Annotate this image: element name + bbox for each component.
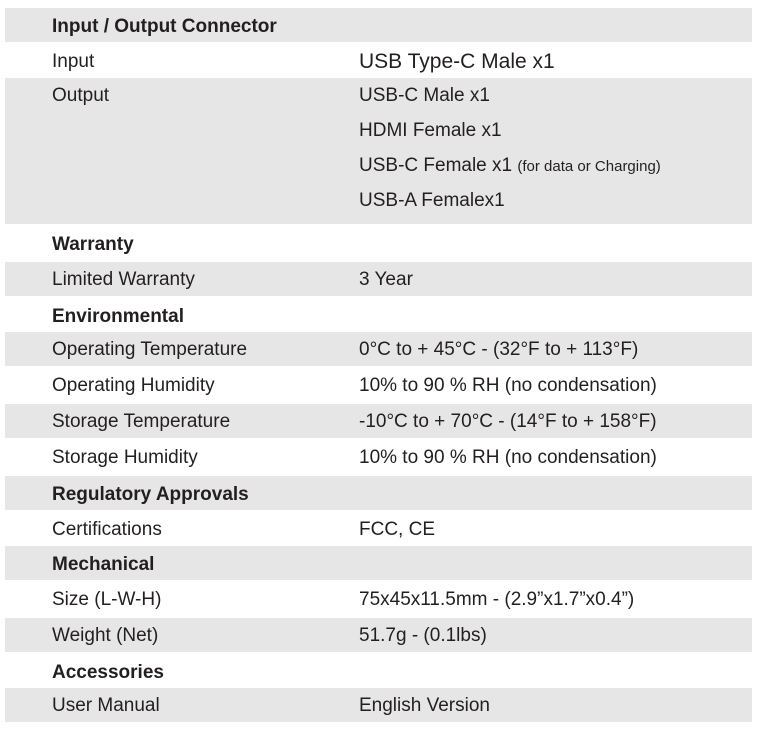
section-title: Environmental: [52, 306, 184, 327]
section-header-row: [5, 8, 752, 44]
spec-label: Weight (Net): [52, 625, 159, 646]
spec-value: [359, 624, 752, 648]
spec-value-text: USB-A Femalex1: [359, 190, 505, 211]
spec-value-text: 10% to 90 % RH (no condensation): [359, 375, 657, 396]
spec-value-text: 0°C to + 45°C - (32°F to + 113°F): [359, 339, 639, 360]
spec-value: [359, 518, 752, 542]
spec-value-text: 3 Year: [359, 269, 413, 290]
spec-value-text: 75x45x11.5mm - (2.9”x1.7”x0.4”): [359, 589, 635, 610]
section-header-row: [5, 226, 752, 262]
spec-label: Operating Humidity: [52, 375, 215, 396]
spec-row: [5, 618, 752, 654]
spec-value: [359, 50, 752, 74]
spec-value-text: HDMI Female x1: [359, 120, 502, 141]
section-title: Accessories: [52, 662, 164, 683]
spec-value-text: USB-C Male x1: [359, 85, 490, 106]
spec-value-text: -10°C to + 70°C - (14°F to + 158°F): [359, 411, 657, 432]
section-title: Mechanical: [52, 554, 155, 575]
spec-row: [5, 582, 752, 618]
spec-row: [5, 688, 752, 724]
spec-label: Limited Warranty: [52, 269, 195, 290]
spec-value-note: (for data or Charging): [517, 158, 661, 175]
spec-label: User Manual: [52, 695, 160, 716]
section-header-row: [5, 546, 752, 582]
section-header-row: [5, 298, 752, 332]
spec-label: Input: [52, 51, 95, 72]
spec-value-text: 51.7g - (0.1lbs): [359, 625, 487, 646]
spec-value: [359, 446, 752, 470]
spec-value-text: USB-C Female x1: [359, 155, 513, 176]
spec-value-text: English Version: [359, 695, 490, 716]
spec-value-text: FCC, CE: [359, 519, 435, 540]
spec-label: Operating Temperature: [52, 339, 248, 360]
spec-row: [5, 332, 752, 368]
section-header-row: [5, 654, 752, 688]
section-title: Input / Output Connector: [52, 16, 277, 37]
section-title: Regulatory Approvals: [52, 484, 249, 505]
spec-row: [5, 262, 752, 298]
spec-row: [5, 404, 752, 440]
spec-value: [359, 338, 752, 362]
spec-label: Storage Temperature: [52, 411, 231, 432]
spec-row: [5, 44, 752, 78]
spec-value: [359, 84, 752, 224]
spec-value: [359, 588, 752, 612]
spec-value: [359, 694, 752, 718]
spec-value-text: USB Type-C Male x1: [359, 50, 555, 73]
spec-value: [359, 268, 752, 292]
spec-row: [5, 512, 752, 546]
spec-value-text: 10% to 90 % RH (no condensation): [359, 447, 657, 468]
section-header-row: [5, 476, 752, 512]
spec-table: [5, 8, 752, 724]
spec-row: [5, 368, 752, 404]
spec-value: [359, 374, 752, 398]
spec-row: [5, 78, 752, 226]
spec-label: Output: [52, 85, 110, 106]
spec-label: Storage Humidity: [52, 447, 198, 468]
spec-label: Size (L-W-H): [52, 589, 162, 610]
spec-row: [5, 440, 752, 476]
spec-value: [359, 410, 752, 434]
spec-label: Certifications: [52, 519, 162, 540]
section-title: Warranty: [52, 234, 134, 255]
